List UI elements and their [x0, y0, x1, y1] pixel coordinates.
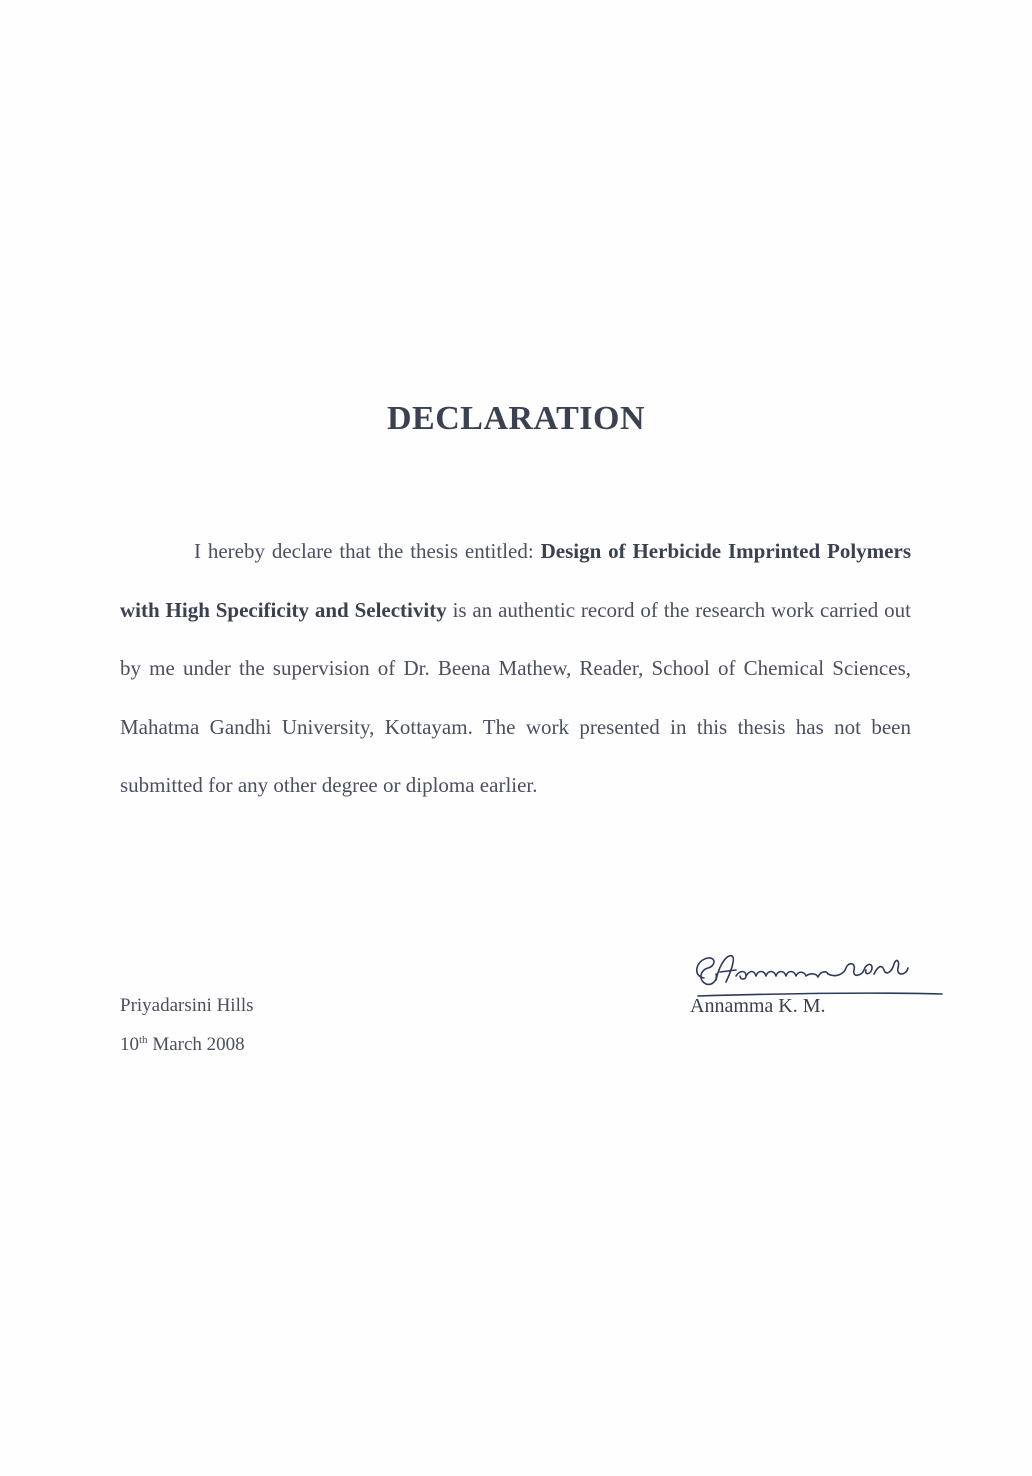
page-title: DECLARATION [386, 400, 645, 437]
signatory-name: Annamma K. M. [690, 995, 826, 1017]
declaration-intro: I hereby declare that the thesis entitled: [194, 539, 541, 563]
date-day: 10 [120, 1034, 139, 1055]
date-ordinal: th [139, 1034, 148, 1046]
date-month-year: March 2008 [147, 1034, 245, 1055]
declaration-paragraph [120, 522, 911, 815]
handwritten-signature [686, 940, 948, 1002]
thesis-title: Design of Herbicide Imprinted Polymers with High Specificity and Selectivity [120, 539, 911, 622]
place-line: Priyadarsini Hills [120, 995, 254, 1016]
date-line [120, 1034, 245, 1056]
declaration-rest: is an authentic record of the research work carried out by me under the supervision of Dr. Beena Mathew, Reader, School of Chemical Sciences, Mahatma Gandhi University, Kottayam. The work presented in this thesis has not been submitted for any other degree or diploma earlier. [120, 597, 911, 797]
